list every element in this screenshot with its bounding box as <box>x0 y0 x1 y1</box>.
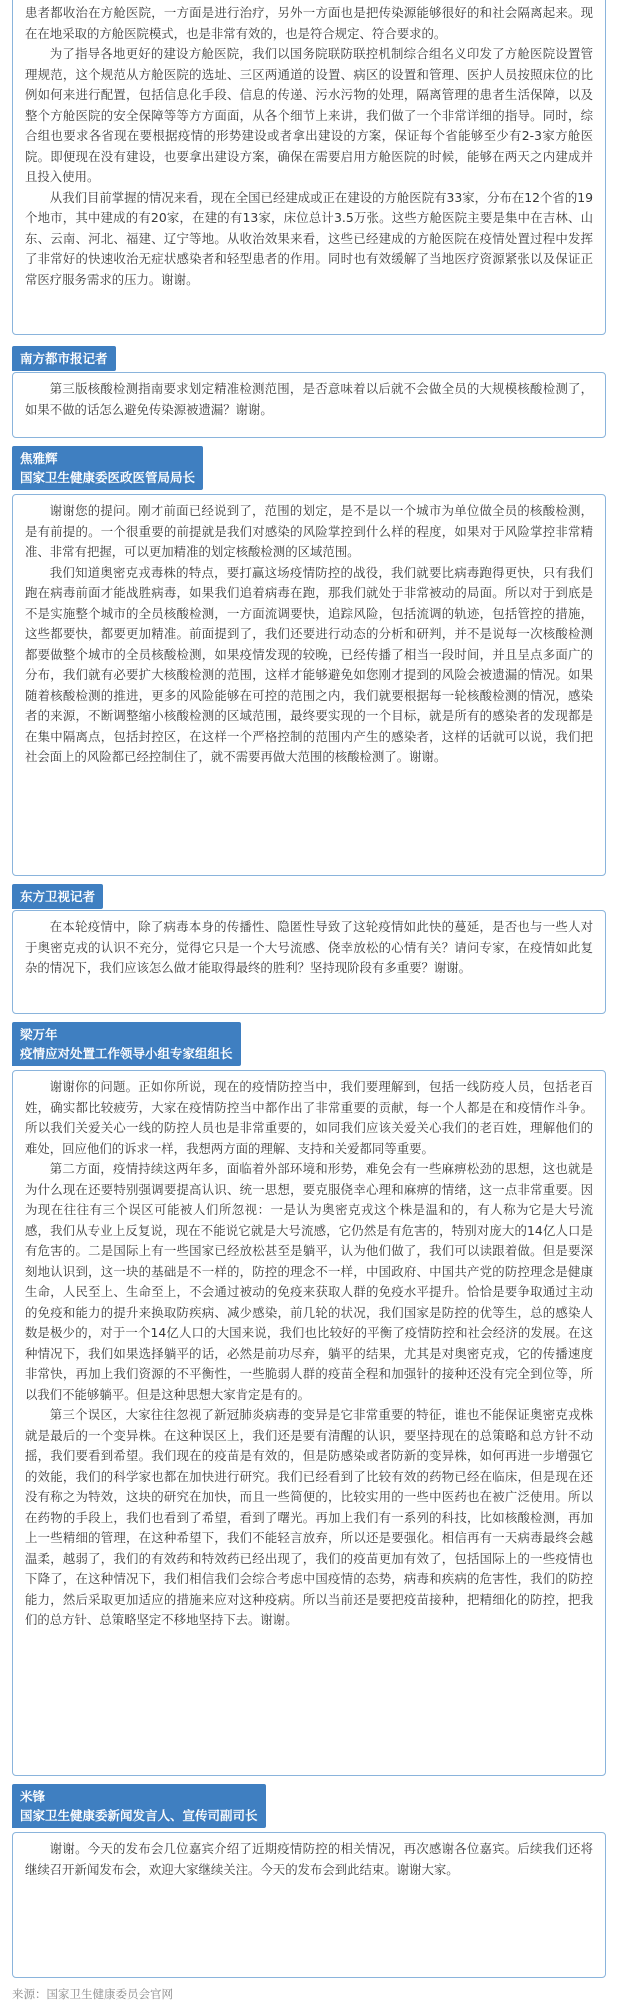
paragraph: 谢谢。今天的发布会几位嘉宾介绍了近期疫情防控的相关情况，再次感谢各位嘉宾。后续我们还将继续召开新闻发布会，欢迎大家继续关注。今天的发布会到此结束。谢谢大家。 <box>25 1841 593 1877</box>
speaker-name: 东方卫视记者 <box>20 889 96 904</box>
speaker-title: 疫情应对处置工作领导小组专家组组长 <box>20 1046 233 1061</box>
paragraph: 第三个误区，大家往往忽视了新冠肺炎病毒的变异是它非常重要的特征，谁也不能保证奥密克戎株就是最后的一个变异株。在这种误区上，我们还是要有清醒的认识，要坚持现在的总策略和总方针不动摇，我们要看到希望。我们现在的疫苗是有效的，但是防感染或者防新的变异株，如何再进一步增强它的效能，我们的科学家也都在加快进行研究。我们已经看到了比较有效的药物已经在临床，但是现在还没有称之为特效，这块的研究在加快，而且一些简便的，比较实用的一些中医药也在被广泛使用。所以在药物的手段上，我们也看到了希望，看到了曙光。再加上我们有一系列的科技，比如核酸检测，再加上一些精细的管理，在这种希望下，我们不能轻言放弃，所以还是要强化。相信再有一天病毒最终会越温柔，越弱了，我们的有效药和特效药已经出现了，我们的疫苗更加有效了，包括国际上的一些疫情也下降了，在这种情况下，我们相信我们会综合考虑中国疫情的态势，病毒和疾病的危害性，我们的防控能力，然后采取更加适应的措施来应对这种疫病。所以当前还是要把疫苗接种，把精细化的防控，把我们的总方针、总策略坚定不移地坚持下去。谢谢。 <box>25 1407 593 1627</box>
paragraph: 为了指导各地更好的建设方舱医院，我们以国务院联防联控机制综合组名义印发了方舱医院设置管理规范，这个规范从方舱医院的选址、三区两通道的设置、病区的设置和管理、医护人员按照床位的比例如何来进行配置，包括信息化手段、信息的传递、污水污物的处理，隔离管理的患者生活保障，以及整个方舱医院的安全保障等等方方面面，从各个细节上来讲，我们做了一个非常详细的指导。同时，综合组也要求各省现在要根据疫情的形势建设或者拿出建设的方案，保证每个省能够至少有2-3家方舱医院。即便现在没有建设，也要拿出建设方案，确保在需要启用方舱医院的时候，能够在两天之内建成并且投入使用。 <box>25 46 593 184</box>
paragraph: 谢谢您的提问。刚才前面已经说到了，范围的划定，是不是以一个城市为单位做全员的核酸检测，是有前提的。一个很重要的前提就是我们对感染的风险掌控到什么样的程度，如果对于风险掌控非常精准、非常有把握，可以更加精准的划定核酸检测的区域范围。 <box>25 503 593 559</box>
speaker-name: 南方都市报记者 <box>20 351 108 366</box>
speaker-name: 梁万年 <box>20 1027 58 1042</box>
speech-block-1 <box>12 0 606 335</box>
question-block-2 <box>12 910 606 1014</box>
question-block-1 <box>12 372 606 438</box>
answer-block-2 <box>12 494 606 876</box>
answer-block-3 <box>12 1070 606 1776</box>
paragraph: 我们知道奥密克戎毒株的特点，要打赢这场疫情防控的战役，我们就要比病毒跑得更快，只有我们跑在病毒前面才能战胜病毒，如果我们追着病毒在跑，那我们就处于非常被动的局面。所以对于到底是不是实施整个城市的全员核酸检测，一方面流调要快，追踪风险，包括流调的轨迹，包括管控的措施，这些都要快，都要更加精准。前面提到了，我们还要进行动态的分析和研判，并不是说每一次核酸检测都要做整个城市的全员核酸检测，如果疫情发现的较晚，已经传播了相当一段时间，并且呈点多面广的分布，我们就有必要扩大核酸检测的范围，这样才能够避免如您刚才提到的风险会被遗漏的情况。如果随着核酸检测的推进，更多的风险能够在可控的范围之内，我们就要根据每一轮核酸检测的情况，感染者的来源，不断调整缩小核酸检测的区域范围，最终要实现的一个目标，就是所有的感染者的发现都是在集中隔离点，包括封控区，在这样一个严格控制的范围内产生的感染者，这样的话就可以说，我们把社会面上的风险都已经控制住了，就不需要再做大范围的核酸检测了。谢谢。 <box>25 564 593 764</box>
paragraph: 谢谢你的问题。正如你所说，现在的疫情防控当中，我们要理解到，包括一线防疫人员，包括老百姓，确实都比较疲劳，大家在疫情防控当中都作出了非常重要的贡献，每一个人都是在和疫情作斗争。所以我们关爱关心一线的防控人员也是非常重要的，如同我们应该关爱关心我们的老百姓，理解他们的难处，回应他们的诉求一样，我想两方面的理解、支持和关爱都同等重要。 <box>25 1079 593 1156</box>
speaker-label <box>12 446 203 490</box>
speaker-label <box>12 346 116 371</box>
speaker-label <box>12 884 103 909</box>
speaker-title: 国家卫生健康委医政医管局局长 <box>20 470 196 485</box>
answer-block-4 <box>12 1832 606 1978</box>
speaker-label <box>12 1784 266 1828</box>
speaker-label <box>12 1022 241 1066</box>
paragraph: 第二方面，疫情持续这两年多，面临着外部环境和形势，难免会有一些麻痹松劲的思想，这也就是为什么现在还要特别强调要提高认识、统一思想，要克服侥幸心理和麻痹的情绪，这一点非常重要。因为现在往往有三个误区可能被人们所忽视：一是认为奥密克戎这个株是温和的，有人称为它是大号流感，我们从专业上反复说，现在不能说它就是大号流感，它仍然是有危害的，特别对庞大的14亿人口是有危害的。二是国际上有一些国家已经放松甚至是躺平，认为他们做了，我们可以读跟着做。但是要深刻地认识到，这一块的基础是不一样的，防控的理念不一样，中国政府、中国共产党的防控理念是健康生命，人民至上、生命至上，不会通过被动的免疫来获取人群的免疫水平提升。恰恰是要争取通过主动的免疫和能力的提升来换取防疾病、减少感染，前几轮的状况，我们国家是防控的优等生，总的感染人数是极少的，对于一个14亿人口的大国来说，我们也比较好的平衡了疫情防控和社会经济的发展。在这种情况下，我们如果选择躺平的话，必然是前功尽弃，躺平的结果，尤其是对奥密克戎，它的传播速度非常快，再加上我们资源的不平衡性，一些脆弱人群的疫苗全程和加强针的接种还没有完全到位等，所以我们不能够躺平。但是这种思想大家肯定是有的。 <box>25 1161 593 1402</box>
source-note: 来源：国家卫生健康委员会官网 <box>12 1987 173 2001</box>
paragraph: 在本轮疫情中，除了病毒本身的传播性、隐匿性导致了这轮疫情如此快的蔓延，是否也与一些人对于奥密克戎的认识不充分，觉得它只是一个大号流感、侥幸放松的心情有关？请问专家，在疫情如此复杂的情况下，我们应该怎么做才能取得最终的胜利？坚持现阶段有多重要？谢谢。 <box>25 919 593 975</box>
paragraph: 第三版核酸检测指南要求划定精准检测范围，是否意味着以后就不会做全员的大规模核酸检测了，如果不做的话怎么避免传染源被遗漏？谢谢。 <box>25 381 593 417</box>
speaker-title: 国家卫生健康委新闻发言人、宣传司副司长 <box>20 1808 258 1823</box>
paragraph: 从我们目前掌握的情况来看，现在全国已经建成或正在建设的方舱医院有33家，分布在12个省的19个地市，其中建成的有20家，在建的有13家，床位总计3.5万张。这些方舱医院主要是集中在吉林、山东、云南、河北、福建、辽宁等地。从收治效果来看，这些已经建成的方舱医院在疫情处置过程中发挥了非常好的快速收治无症状感染者和轻型患者的作用。同时也有效缓解了当地医疗资源紧张以及保证正常医疗服务需求的压力。谢谢。 <box>25 189 593 287</box>
paragraph: 患者都收治在方舱医院，一方面是进行治疗，另外一方面也是把传染源能够很好的和社会隔离起来。现在在地采取的方舱医院模式，也是非常有效的，也是符合规定、符合要求的。 <box>25 5 593 41</box>
speaker-name: 米锋 <box>20 1789 46 1804</box>
speaker-name: 焦雅辉 <box>20 451 58 466</box>
